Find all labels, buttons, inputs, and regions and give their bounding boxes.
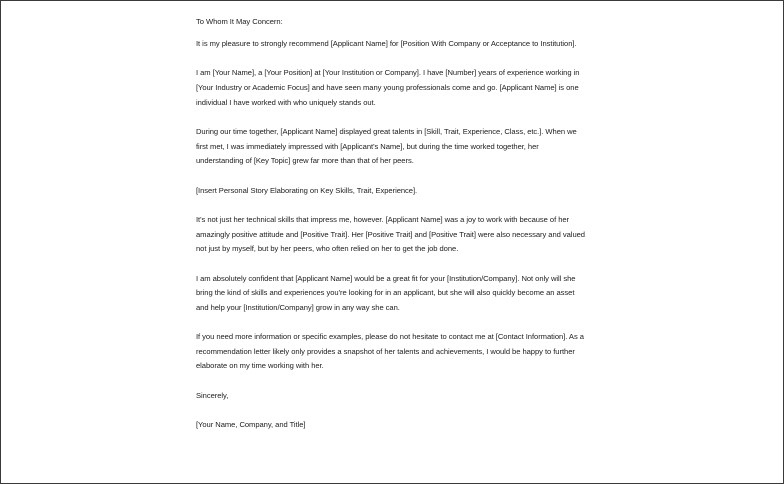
letter-paragraph: I am [Your Name], a [Your Position] at [Your Institution or Company]. I have [Number] years of experience working in [Your Industry or Academic Focus] and have seen many young professionals come and go. [Applicant Name] is one individual I have worked with who uniquely stands out.: [196, 68, 580, 107]
letter-paragraph: It's not just her technical skills that impress me, however. [Applicant Name] was a joy to work with because of her amazingly positive attitude and [Positive Trait]. Her [Positive Trait] and [Positive Trait] were also necessary and valued not just by myself, but by her peers, who often relied on her to get the job done.: [196, 215, 585, 254]
letter-paragraph: It is my pleasure to strongly recommend [Applicant Name] for [Position With Company or Acceptance to Institution].: [196, 39, 577, 49]
letter-paragraph: If you need more information or specific examples, please do not hesitate to contact me at [Contact Information]. As a recommendation letter likely only provides a snapshot of her talents and achievements, I would be happy to further elaborate on my time working with her.: [196, 332, 584, 371]
letter-closing: Sincerely,: [196, 390, 229, 400]
letter-salutation: To Whom It May Concern:: [196, 17, 283, 26]
letter-signature: [Your Name, Company, and Title]: [196, 420, 306, 430]
recommendation-letter: [196, 15, 586, 433]
letter-paragraph: [Insert Personal Story Elaborating on Key Skills, Trait, Experience].: [196, 185, 418, 195]
letter-paragraph: I am absolutely confident that [Applicant Name] would be a great fit for your [Institution/Company]. Not only will she bring the kind of skills and experiences you're looking for in an applicant, but she will also quickly become an asset and help your [Institution/Company] grow in any way she can.: [196, 273, 576, 312]
letter-paragraph: During our time together, [Applicant Name] displayed great talents in [Skill, Trait, Experience, Class, etc.]. When we first met, I was immediately impressed with [Applicant's Name], but during the time worked together, her understanding of [Key Topic] grew far more than that of her peers.: [196, 127, 577, 166]
